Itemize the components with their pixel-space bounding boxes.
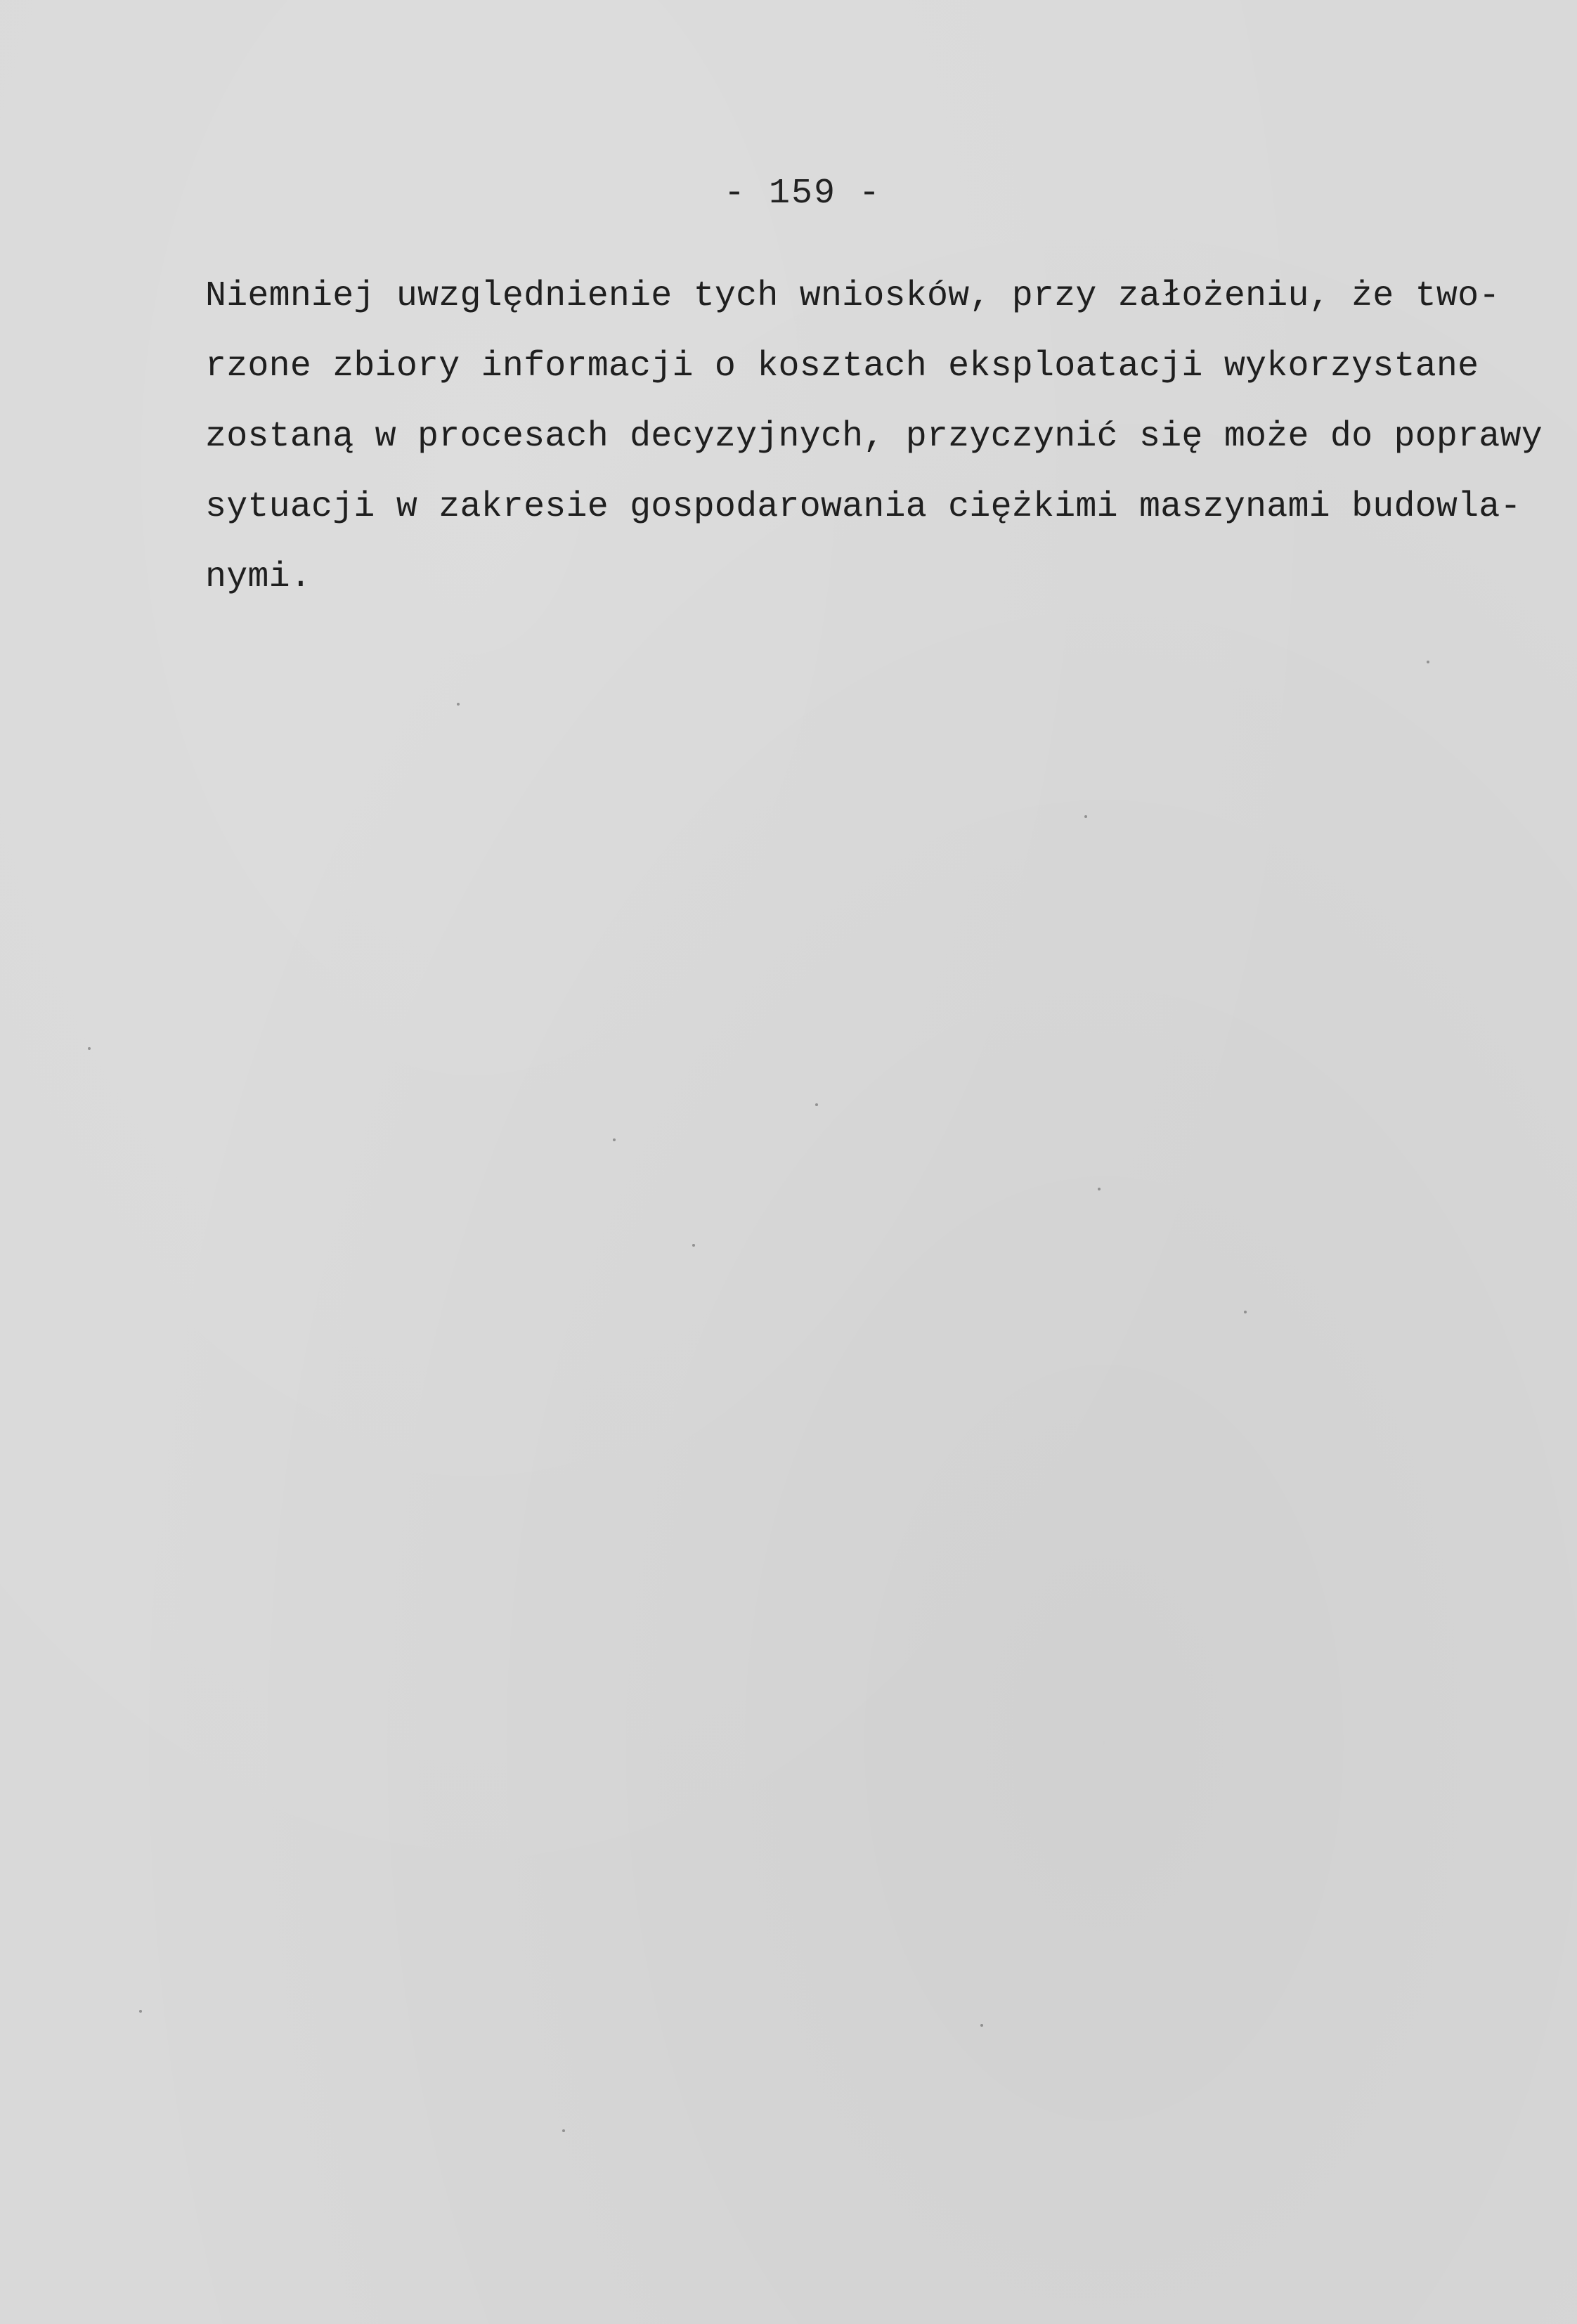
scan-speck xyxy=(457,703,460,706)
page-number: - 159 - xyxy=(723,174,882,214)
paragraph-line: nymi. xyxy=(205,557,312,597)
scan-speck xyxy=(139,2010,142,2013)
paragraph-line: rzone zbiory informacji o kosztach eksploatacji wykorzystane xyxy=(205,346,1479,387)
paragraph-line: sytuacji w zakresie gospodarowania ciężkimi maszynami budowla- xyxy=(205,487,1521,527)
paragraph-line: Niemniej uwzględnienie tych wniosków, przy założeniu, że two- xyxy=(205,276,1500,316)
scan-speck xyxy=(613,1138,616,1141)
paragraph-line: zostaną w procesach decyzyjnych, przyczynić się może do poprawy xyxy=(205,417,1543,457)
scan-speck xyxy=(1427,661,1429,663)
scan-speck xyxy=(980,2024,983,2027)
scan-speck xyxy=(562,2129,565,2132)
scan-speck xyxy=(1244,1311,1247,1313)
scan-speck xyxy=(692,1244,695,1247)
scan-speck xyxy=(815,1103,818,1106)
paragraph xyxy=(205,261,1543,613)
scan-speck xyxy=(1084,815,1087,818)
scan-speck xyxy=(1098,1188,1101,1190)
scan-speck xyxy=(88,1047,91,1050)
